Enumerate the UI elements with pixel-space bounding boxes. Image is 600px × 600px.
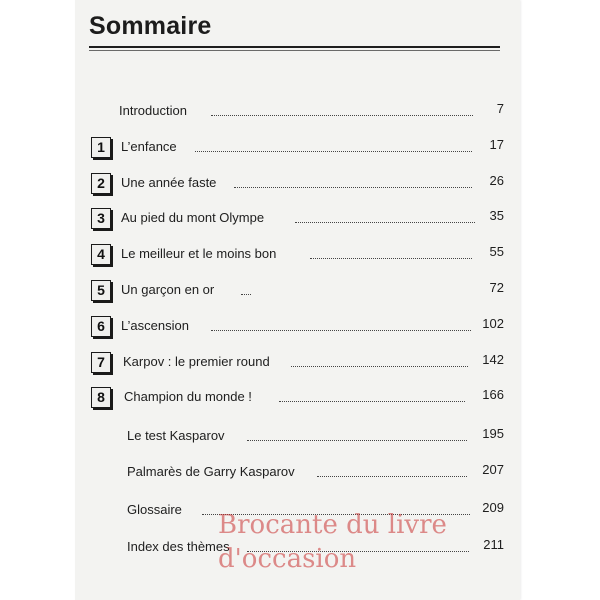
toc-entry-chapter-3 — [91, 208, 504, 232]
title-rule-thin — [89, 50, 500, 51]
toc-entry-glossaire — [127, 500, 504, 524]
toc-entry-page: 209 — [482, 500, 504, 515]
toc-leader-dots — [295, 222, 475, 223]
toc-leader-dots — [234, 187, 472, 188]
watermark-line-2: d'occasion — [218, 544, 357, 574]
toc-entry-label: Au pied du mont Olympe — [121, 210, 265, 225]
toc-entry-page: 17 — [489, 137, 504, 152]
toc-entry-chapter-2 — [91, 173, 504, 197]
toc-leader-dots — [195, 151, 472, 152]
toc-entry-page: 211 — [483, 537, 504, 552]
watermark-line-1: Brocante du livre — [218, 510, 447, 540]
toc-leader-dots — [291, 366, 468, 367]
toc-leader-dots — [247, 551, 469, 552]
toc-entry-page: 72 — [489, 280, 504, 295]
toc-entry-introduction — [119, 101, 504, 125]
toc-leader-dots — [310, 258, 472, 259]
toc-entry-label: Introduction — [119, 103, 187, 118]
toc-entry-chapter-6 — [91, 316, 504, 340]
toc-leader-dots — [247, 440, 467, 441]
toc-entry-page: 55 — [489, 244, 504, 259]
toc-entry-test-kasparov — [127, 426, 504, 450]
toc-leader-dots — [317, 476, 467, 477]
toc-leader-dots — [211, 115, 473, 116]
toc-entry-chapter-1 — [91, 137, 504, 161]
toc-entry-label: Index des thèmes — [127, 539, 230, 554]
toc-entry-label: Un garçon en or — [121, 282, 215, 297]
chapter-number-box: 6 — [91, 316, 111, 337]
toc-entry-label: Une année faste — [121, 175, 217, 190]
toc-entry-chapter-8 — [91, 387, 504, 411]
chapter-number-box: 1 — [91, 137, 111, 158]
toc-entry-label: Palmarès de Garry Kasparov — [127, 464, 295, 479]
toc-entry-page: 35 — [489, 208, 504, 223]
toc-entry-page: 166 — [482, 387, 504, 402]
toc-entry-label: Glossaire — [127, 502, 182, 517]
chapter-number-box: 4 — [91, 244, 111, 265]
toc-entry-index — [127, 537, 504, 561]
toc-entry-chapter-4 — [91, 244, 504, 268]
toc-entry-label: Karpov : le premier round — [123, 354, 270, 369]
toc-entry-chapter-5 — [91, 280, 504, 304]
chapter-number-box: 2 — [91, 173, 111, 194]
toc-entry-page: 207 — [482, 462, 504, 477]
toc-entry-label: Champion du monde ! — [124, 389, 252, 404]
toc-leader-dots — [241, 294, 251, 295]
page-title: Sommaire — [89, 12, 212, 40]
chapter-number-box: 3 — [91, 208, 111, 229]
chapter-number-box: 8 — [91, 387, 111, 408]
toc-entry-label: L’ascension — [121, 318, 189, 333]
chapter-number-box: 5 — [91, 280, 111, 301]
toc-entry-palmares — [127, 462, 504, 486]
toc-entry-page: 26 — [489, 173, 504, 188]
title-rule — [89, 46, 500, 48]
toc-entry-label: Le test Kasparov — [127, 428, 225, 443]
toc-entry-page: 195 — [482, 426, 504, 441]
toc-entry-chapter-7 — [91, 352, 504, 376]
toc-leader-dots — [202, 514, 470, 515]
chapter-number-box: 7 — [91, 352, 111, 373]
toc-entry-page: 142 — [482, 352, 504, 367]
toc-entry-page: 7 — [496, 101, 504, 116]
toc-leader-dots — [211, 330, 471, 331]
toc-leader-dots — [279, 401, 465, 402]
toc-entry-label: Le meilleur et le moins bon — [121, 246, 277, 261]
toc-entry-page: 102 — [482, 316, 504, 331]
toc-entry-label: L’enfance — [121, 139, 177, 154]
